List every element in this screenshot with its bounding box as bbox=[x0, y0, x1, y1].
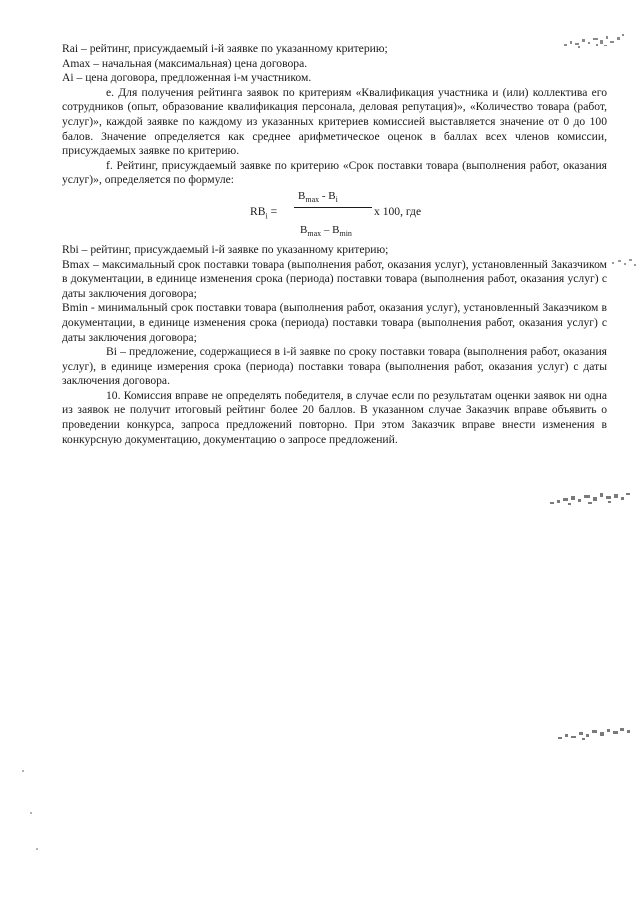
paragraph-e: e. Для получения рейтинга заявок по критериям «Квалификация участника и (или) коллектива его сотрудников (опыт, образование квалификация персонала, деловая репутация)», «Количество товара (работ, услуг)», каждой заявке по каждому из указанных критериев комиссией выставляется значение от 0 до 100 балов. Значение определяется как среднее арифметическое оценок в баллах всех членов комиссии, присуждаемых заявке по критерию. bbox=[62, 85, 607, 158]
definition-rbi: Rbi – рейтинг, присуждаемый i-й заявке по указанному критерию; bbox=[62, 242, 389, 256]
scan-dust-2 bbox=[36, 848, 38, 850]
definition-bmax: Bmax – максимальный срок поставки товара (выполнения работ, оказания услуг), установленный Заказчиком в документации, в единице изменения срока (периода) поставки товара (выполнения работ, оказания услуг) с даты заключения договора; bbox=[62, 257, 607, 300]
paragraph-10: 10. Комиссия вправе не определять победителя, в случае если по результатам оценки заявок ни одна из заявок не получит итоговый рейтинг более 20 баллов. В указанном случае Заказчик вправе объявить о проведении конкурса, запроса предложений повторно. При этом Заказчик вправе внести изменения в конкурсную документацию, документацию о запросе предложений. bbox=[62, 388, 607, 446]
document-body bbox=[62, 42, 607, 447]
definition-ai: Ai – цена договора, предложенная i-м участником. bbox=[62, 71, 312, 85]
paragraph-f: f. Рейтинг, присуждаемый заявке по критерию «Срок поставки товара (выполнения работ, оказания услуг)», определяется по формуле: bbox=[62, 158, 607, 187]
scan-noise-bottom-icon bbox=[556, 722, 636, 744]
definition-bmin: Bmin - минимальный срок поставки товара (выполнения работ, оказания услуг), установленный Заказчиком в документации, в единице изменения срока (периода) поставки товара (выполнения работ, оказания услуг) с даты заключения договора; bbox=[62, 301, 607, 344]
scan-mark-right-margin bbox=[610, 256, 638, 270]
formula-denominator: $B_{max} - B_{min}$ bbox=[300, 223, 352, 239]
formula-lhs: $RB_i$ = bbox=[250, 204, 278, 221]
scan-dust-3 bbox=[22, 770, 24, 772]
formula-numerator: $B_{max} - B_i$ bbox=[298, 189, 338, 205]
definition-rai: Rai – рейтинг, присуждаемый i-й заявке по указанному критерию; bbox=[62, 42, 388, 55]
scan-noise-right-icon bbox=[610, 256, 638, 270]
definition-amax: Amax – начальная (максимальная) цена договора. bbox=[62, 56, 308, 70]
formula-tail: x 100, где bbox=[374, 204, 422, 218]
formula bbox=[62, 189, 607, 241]
formula-fraction-bar bbox=[294, 207, 372, 208]
definition-bi: Bi – предложение, содержащиеся в i-й заявке по сроку поставки товара (выполнения работ, оказания услуг), в единице измерения срока (периода) поставки товара (выполнения работ, оказания услуг) с даты заключения договора. bbox=[62, 345, 607, 388]
scan-mark-middle bbox=[548, 488, 634, 510]
scan-mark-bottom bbox=[556, 722, 636, 744]
scan-dust-1 bbox=[30, 812, 32, 814]
scan-noise-middle-icon bbox=[548, 488, 634, 510]
